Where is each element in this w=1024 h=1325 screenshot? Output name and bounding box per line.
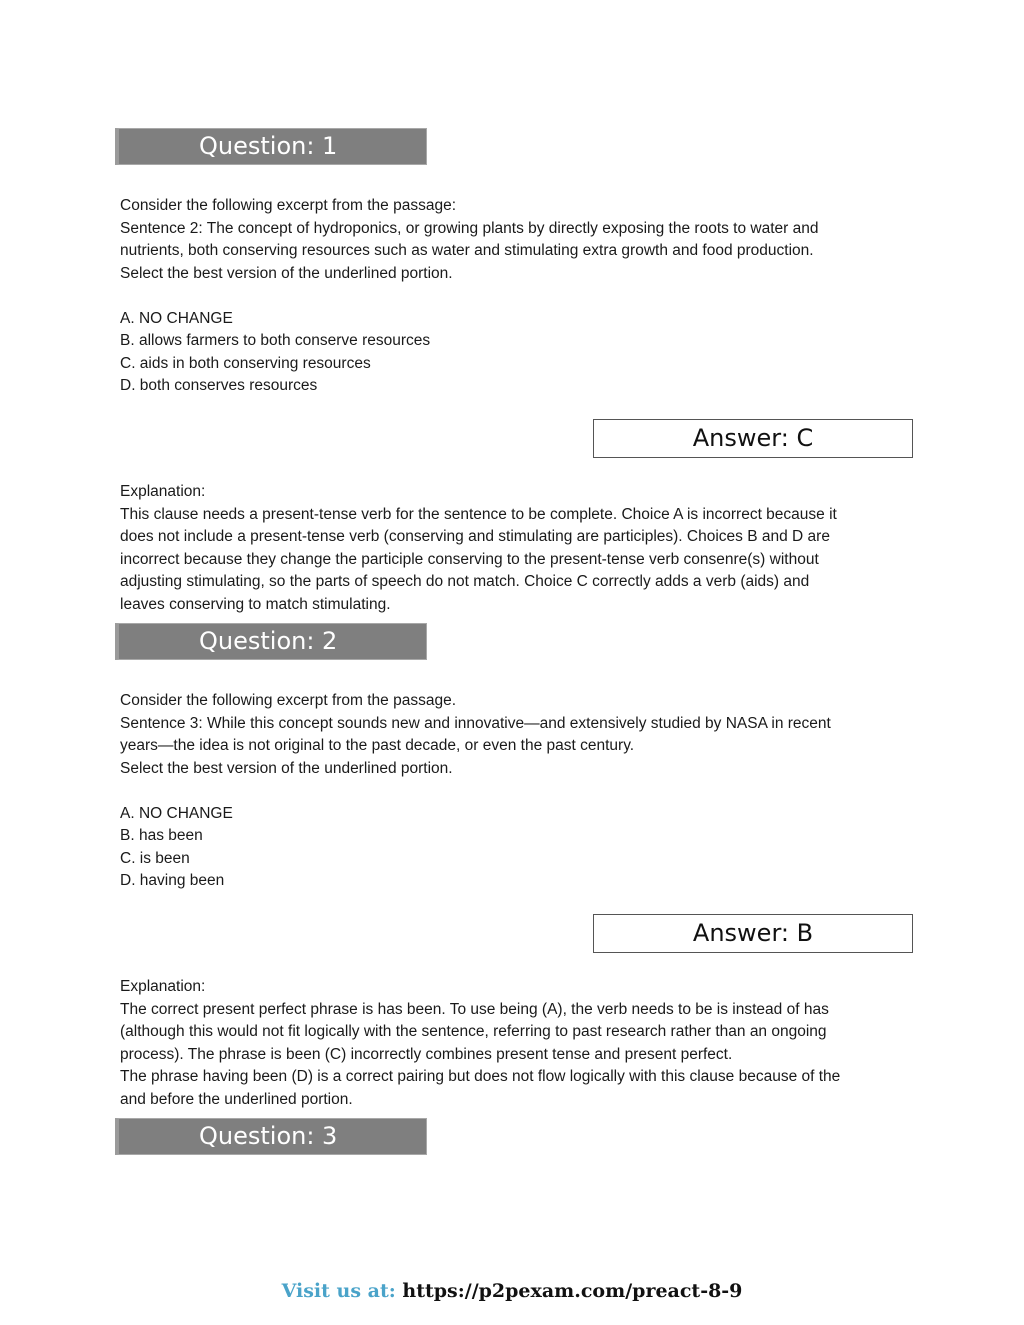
explanation-line: The correct present perfect phrase is has been. To use being (A), the verb needs to be is instead of has: [120, 1000, 829, 1018]
explanation-line: (although this would not fit logically with the sentence, referring to past research rather than an ongoing: [120, 1023, 827, 1040]
question-2-option-b[interactable]: B. has been: [120, 827, 203, 844]
explanation-line: and before the underlined portion.: [120, 1090, 353, 1108]
footer-url-link[interactable]: https://p2pexam.com/preact-8-9: [402, 1280, 743, 1302]
question-2-option-a[interactable]: A. NO CHANGE: [120, 804, 233, 822]
question-1-body: [120, 195, 920, 398]
question-1-explanation: [120, 481, 920, 616]
question-1-answer: Answer: C: [593, 419, 913, 458]
explanation-line: process). The phrase is been (C) incorrectly combines present tense and present perfect.: [120, 1045, 733, 1063]
question-2-option-c[interactable]: C. is been: [120, 849, 190, 867]
question-1-prompt-line: Select the best version of the underlined portion.: [120, 264, 453, 282]
explanation-label: Explanation:: [120, 483, 206, 500]
explanation-label: Explanation:: [120, 978, 206, 995]
question-1-option-a[interactable]: A. NO CHANGE: [120, 309, 233, 327]
footer: [0, 1280, 1024, 1302]
question-1-header: Question: 1: [115, 128, 427, 165]
explanation-line: leaves conserving to match stimulating.: [120, 595, 391, 613]
question-3-header: Question: 3: [115, 1118, 427, 1155]
explanation-line: does not include a present-tense verb (conserving and stimulating are participles). Choices B and D are: [120, 528, 830, 545]
question-2-option-d[interactable]: D. having been: [120, 872, 225, 889]
question-2-header: Question: 2: [115, 623, 427, 660]
question-2-prompt-line: Sentence 3: While this concept sounds new and innovative—and extensively studied by NASA in recent: [120, 714, 831, 732]
question-1-option-d[interactable]: D. both conserves resources: [120, 377, 318, 394]
explanation-line: adjusting stimulating, so the parts of speech do not match. Choice C correctly adds a verb (aids) and: [120, 573, 810, 590]
footer-visit-label: Visit us at:: [281, 1280, 396, 1302]
question-1-option-b[interactable]: B. allows farmers to both conserve resources: [120, 332, 431, 349]
question-2-prompt-line: Consider the following excerpt from the passage.: [120, 692, 457, 709]
explanation-line: incorrect because they change the participle conserving to the present-tense verb consenre(s) without: [120, 550, 819, 568]
question-2-body: [120, 690, 920, 893]
question-1-prompt-line: Sentence 2: The concept of hydroponics, or growing plants by directly exposing the roots to water and: [120, 219, 819, 237]
question-1-prompt-line: nutrients, both conserving resources such as water and stimulating extra growth and food production.: [120, 242, 814, 259]
question-1-prompt-line: Consider the following excerpt from the passage:: [120, 197, 457, 214]
question-2-prompt-line: years—the idea is not original to the past decade, or even the past century.: [120, 737, 635, 754]
question-2-explanation: [120, 976, 920, 1111]
explanation-line: The phrase having been (D) is a correct pairing but does not flow logically with this clause because of the: [120, 1068, 841, 1085]
question-2-prompt-line: Select the best version of the underlined portion.: [120, 759, 453, 777]
explanation-line: This clause needs a present-tense verb for the sentence to be complete. Choice A is incorrect because it: [120, 505, 837, 523]
question-1-option-c[interactable]: C. aids in both conserving resources: [120, 354, 371, 372]
question-2-answer: Answer: B: [593, 914, 913, 953]
